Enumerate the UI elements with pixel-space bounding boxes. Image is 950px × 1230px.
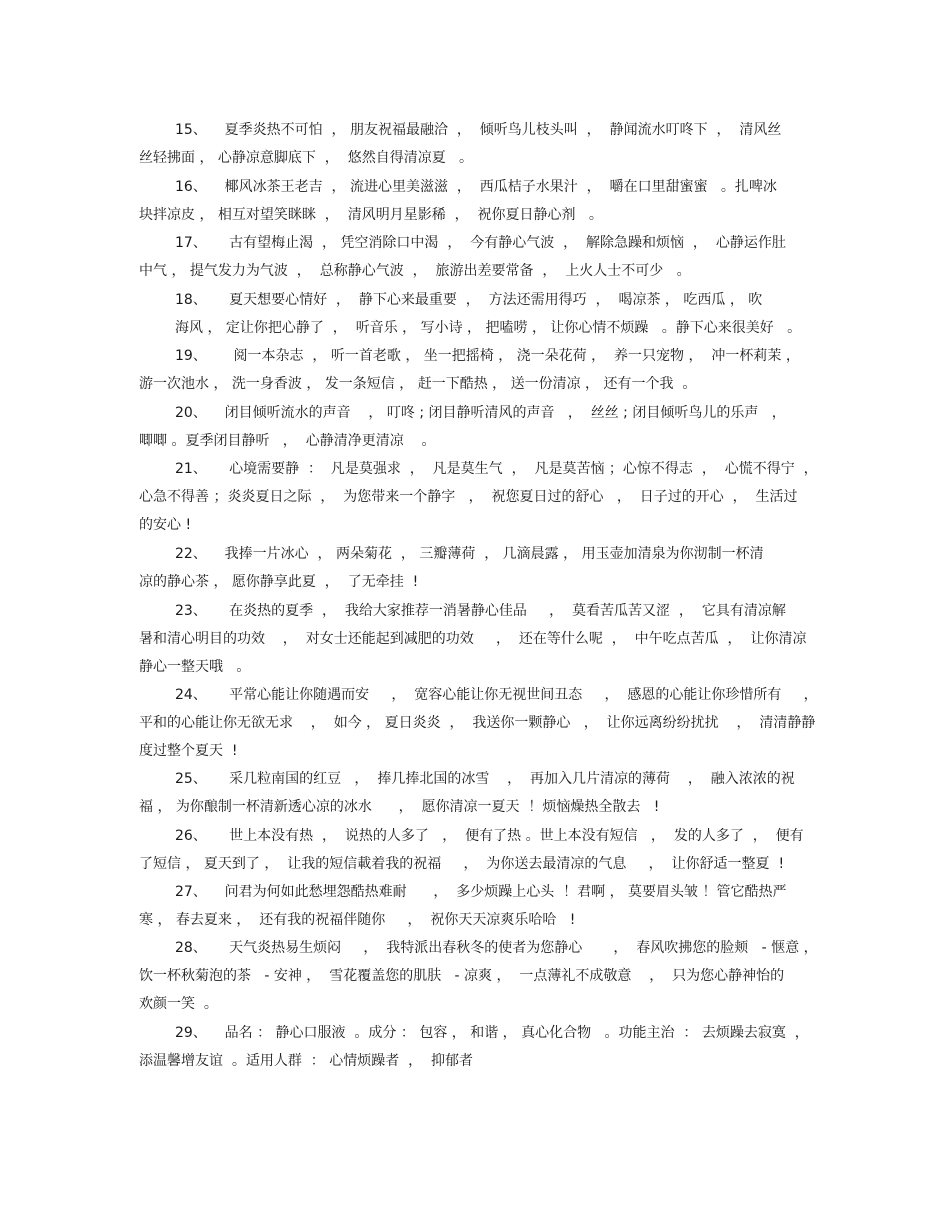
paragraph-line: 饮一杯秋菊泡的茶 - 安神 ， 雪花覆盖您的肌肤 - 凉爽 ， 一点薄礼不成敬意 ， 只为您心静神怡的 xyxy=(139,968,785,984)
paragraph-item xyxy=(139,229,829,285)
paragraph-line: 19、 阅一本杂志 ， 听一首老歌 ， 坐一把摇椅 ， 浇一朵花荷 ， 养一只宠物 ， 冲一杯莉茉 ， xyxy=(175,348,800,364)
paragraph-line: 27、 问君为何如此愁埋怨酷热难耐 ， 多少烦躁上心头 ！君啊 ， 莫要眉头皱 ！管它酷热严 xyxy=(175,884,787,900)
paragraph-line: 寒 ， 春去夏来 ， 还有我的祝福伴随你 ， 祝你天天凉爽乐哈哈 ! xyxy=(139,912,576,928)
paragraph-line: 添温馨增友谊 。适用人群 ： 心情烦躁者 ， 抑郁者 xyxy=(139,1053,474,1069)
paragraph-item xyxy=(139,399,829,455)
paragraph-line: 22、 我捧一片冰心 ， 两朵菊花 ， 三瓣薄荷 ， 几滴晨露 ， 用玉壶加清泉为你沏制一杯清 xyxy=(175,546,764,562)
paragraph-item xyxy=(139,116,829,172)
paragraph-line: 24、 平常心能让你随遇而安 ， 宽容心能让你无视世间丑态 ， 感恩的心能让你珍惜所有 ， xyxy=(175,687,818,703)
paragraph-line: 16、 椰风冰茶王老吉 ， 流进心里美滋滋 ， 西瓜桔子水果汁 ， 嚼在口里甜蜜蜜 。扎啤冰 xyxy=(175,179,777,195)
paragraph-line: 福 ， 为你酿制一杯清新透心凉的冰水 ， 愿你清凉一夏天 ！烦恼燥热全散去 ! xyxy=(139,799,660,815)
paragraph-line: 暑和清心明目的功效 ， 对女士还能起到减肥的功效 ， 还在等什么呢 ， 中午吃点苦瓜 ， 让你清凉 xyxy=(139,631,807,647)
paragraph-line: 26、 世上本没有热 ， 说热的人多了 ， 便有了热 。世上本没有短信 ， 发的人多了 ， 便有 xyxy=(175,828,804,844)
paragraph-item xyxy=(139,173,829,229)
paragraph-item xyxy=(139,540,829,596)
paragraph-line: 18、 夏天想要心情好 ， 静下心来最重要 ， 方法还需用得巧 ， 喝凉茶 ， 吃西瓜 ， 吹 xyxy=(175,292,763,308)
paragraph-line: 静心一整天哦 。 xyxy=(139,659,251,675)
paragraph-item xyxy=(139,1019,829,1075)
paragraph-item xyxy=(139,342,829,398)
paragraph-line: 唧唧 。夏季闭目静听 ， 心静清净更清凉 。 xyxy=(139,433,436,449)
paragraph-line: 心急不得善 ；炎炎夏日之际 ， 为您带来一个静字 ， 祝您夏日过的舒心 ， 日子过的开心 ， 生活过 xyxy=(139,489,798,505)
paragraph-line: 欢颜一笑 。 xyxy=(139,996,218,1012)
paragraph-line: 21、 心境需要静 ： 凡是莫强求 ， 凡是莫生气 ， 凡是莫苦恼 ；心惊不得志 ， 心慌不得宁 ， xyxy=(175,461,818,477)
paragraph-line: 海风 ， 定让你把心静了 ， 听音乐 ， 写小诗 ， 把嗑唠 ， 让你心情不烦躁 。静下心来很美好 。 xyxy=(175,320,802,336)
paragraph-line: 28、 天气炎热易生烦闷 ， 我特派出春秋冬的使者为您静心 ， 春风吹拂您的脸颊 - 惬意 ， xyxy=(175,940,818,956)
paragraph-item xyxy=(139,681,829,765)
paragraph-item xyxy=(139,286,829,342)
paragraph-item xyxy=(139,765,829,821)
paragraph-line: 的安心 ! xyxy=(139,517,192,533)
paragraph-item xyxy=(139,455,829,539)
paragraph-item xyxy=(139,878,829,934)
paragraph-line: 25、 采几粒南国的红豆 ， 捧几捧北国的冰雪 ， 再加入几片清凉的薄荷 ， 融入浓浓的祝 xyxy=(175,771,795,787)
paragraph-item xyxy=(139,597,829,681)
paragraph-line: 20、 闭目倾听流水的声音 ， 叮咚 ; 闭目静听清风的声音 ， 丝丝 ; 闭目倾听鸟儿的乐声 ， xyxy=(175,405,786,421)
paragraph-line: 23、 在炎热的夏季 ， 我给大家推荐一消暑静心佳品 ， 莫看苦瓜苦又涩 ， 它具有清凉解 xyxy=(175,603,786,619)
paragraph-item xyxy=(139,822,829,878)
paragraph-line: 度过整个夏天 ! xyxy=(139,743,238,759)
paragraph-line: 块拌凉皮 ， 相互对望笑眯眯 ， 清风明月星影稀 ， 祝你夏日静心剂 。 xyxy=(139,207,603,223)
paragraph-line: 平和的心能让你无欲无求 ， 如今 ， 夏日炎炎 ， 我送你一颗静心 ， 让你远离纷纷扰扰 ， 清清静静 xyxy=(139,715,816,731)
paragraph-line: 29、 品名 ： 静心口服液 。成分 ： 包容 ， 和谐 ， 真心化合物 。功能主治 ： 去烦躁去寂寞 ， xyxy=(175,1025,809,1041)
paragraph-line: 17、 古有望梅止渴 ， 凭空消除口中渴 ， 今有静心气波 ， 解除急躁和烦恼 ， 心静运作肚 xyxy=(175,235,786,251)
paragraph-line: 15、 夏季炎热不可怕 ， 朋友祝福最融洽 ， 倾听鸟儿枝头叫 ， 静闻流水叮咚下 ， 清风丝 xyxy=(175,122,782,138)
paragraph-line: 了短信 ， 夏天到了 ， 让我的短信載着我的祝福 ， 为你送去最清凉的气息 ， 让你舒适一整夏 ! xyxy=(139,856,785,872)
paragraph-line: 游一次池水 ， 洗一身香波 ， 发一条短信 ， 赶一下酷热 ， 送一份清凉 ， 还有一个我 。 xyxy=(139,376,697,392)
paragraph-item xyxy=(139,934,829,1018)
paragraph-line: 凉的静心茶 ， 愿你静享此夏 ， 了无牵挂 ! xyxy=(139,574,419,590)
paragraph-line: 丝轻拂面 ， 心静凉意脚底下 ， 悠然自得清凉夏 。 xyxy=(139,150,474,166)
paragraph-line: 中气 ， 提气发力为气波 ， 总称静心气波 ， 旅游出差要常备 ， 上火人士不可少 。 xyxy=(139,263,691,279)
